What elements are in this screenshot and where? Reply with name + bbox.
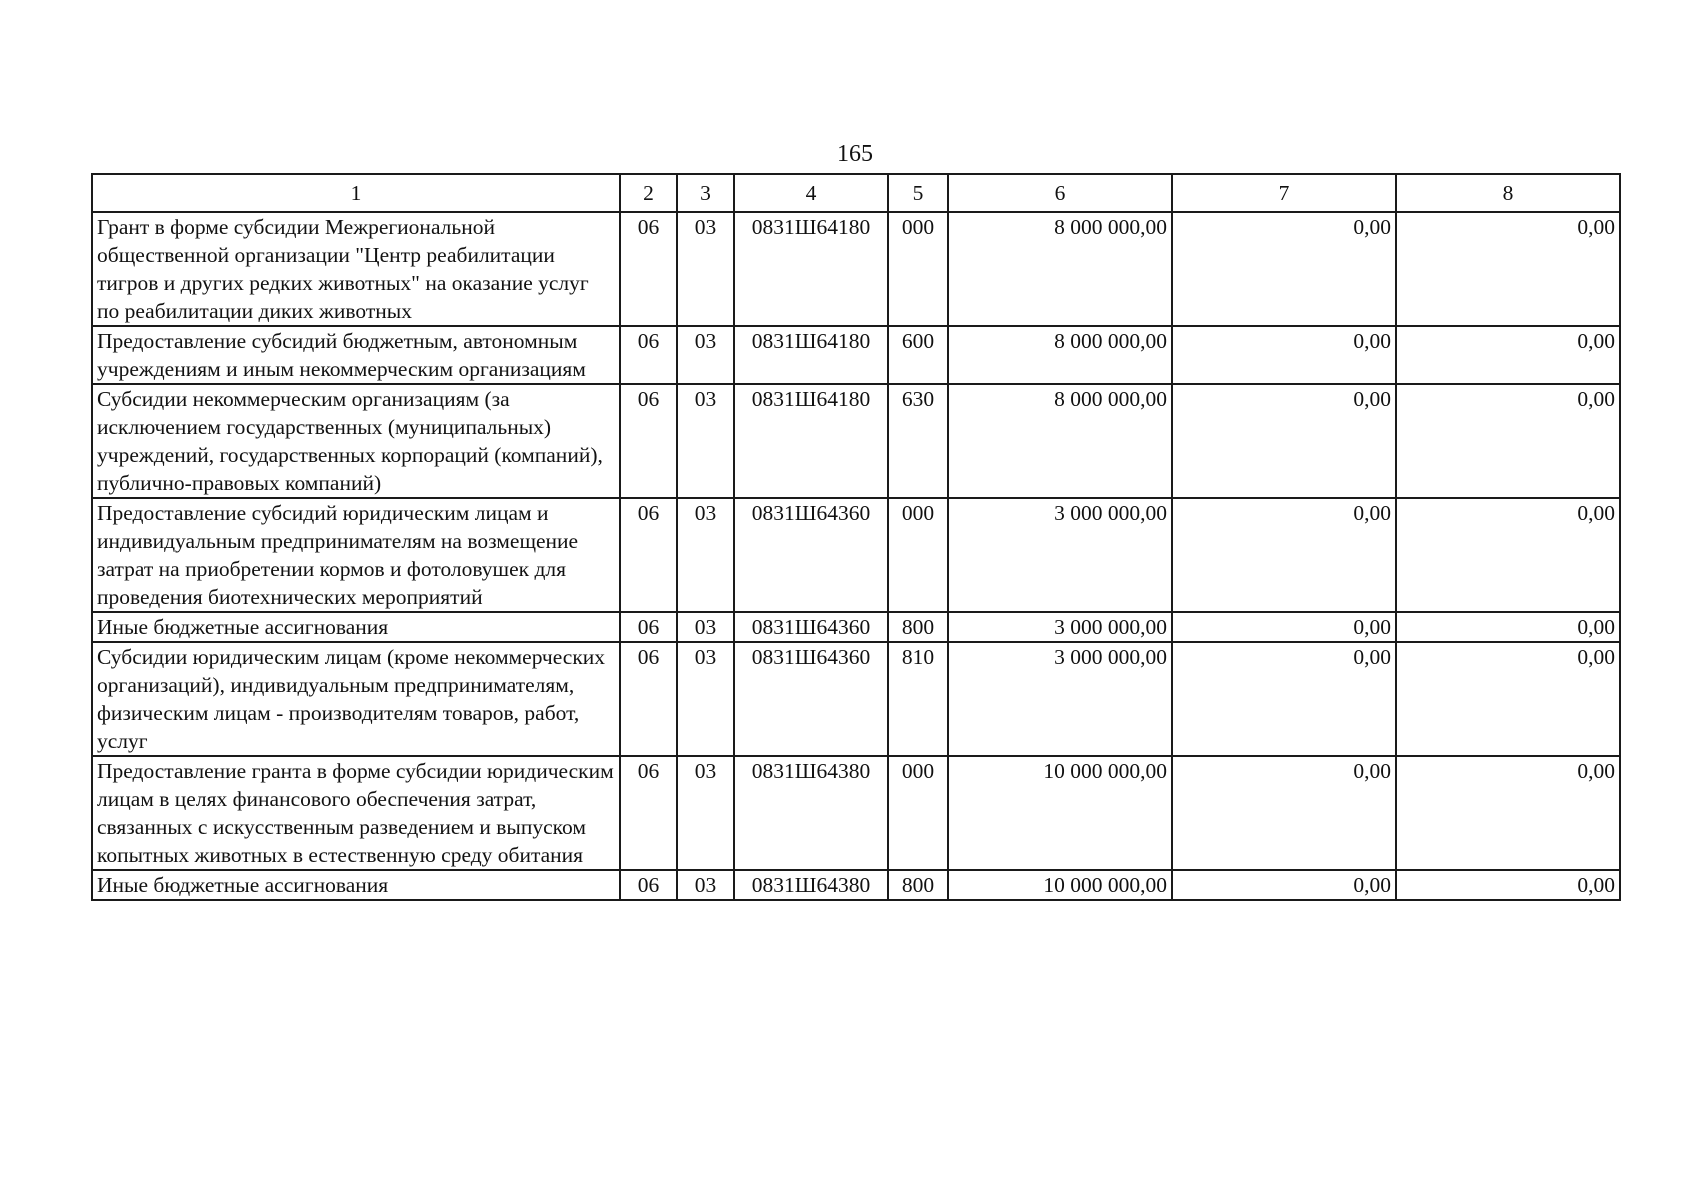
amount-col-8: 0,00 [1396,326,1620,384]
amount-col-6: 8 000 000,00 [948,212,1172,326]
target-article-code: 0831Ш64360 [734,612,888,642]
amount-col-6: 3 000 000,00 [948,612,1172,642]
amount-col-6: 8 000 000,00 [948,384,1172,498]
table-row [92,384,1620,498]
column-header: 7 [1172,174,1396,212]
target-article-code: 0831Ш64180 [734,212,888,326]
expense-type-code: 800 [888,612,948,642]
target-article-code: 0831Ш64380 [734,756,888,870]
amount-col-8: 0,00 [1396,642,1620,756]
subsection-code: 03 [677,384,734,498]
table-row [92,326,1620,384]
table-row [92,498,1620,612]
amount-col-7: 0,00 [1172,870,1396,900]
amount-col-8: 0,00 [1396,612,1620,642]
section-code: 06 [620,870,677,900]
target-article-code: 0831Ш64180 [734,384,888,498]
row-description: Субсидии юридическим лицам (кроме некоммерческих организаций), индивидуальным предпринимателям, физическим лицам - производителям товаров, работ, услуг [92,642,620,756]
subsection-code: 03 [677,642,734,756]
target-article-code: 0831Ш64360 [734,642,888,756]
amount-col-7: 0,00 [1172,642,1396,756]
column-header: 1 [92,174,620,212]
expense-type-code: 000 [888,212,948,326]
subsection-code: 03 [677,756,734,870]
page-number: 165 [837,141,873,167]
target-article-code: 0831Ш64180 [734,326,888,384]
row-description: Иные бюджетные ассигнования [92,612,620,642]
column-header: 4 [734,174,888,212]
amount-col-8: 0,00 [1396,870,1620,900]
table-row [92,642,1620,756]
amount-col-7: 0,00 [1172,612,1396,642]
row-description: Иные бюджетные ассигнования [92,870,620,900]
expense-type-code: 810 [888,642,948,756]
section-code: 06 [620,212,677,326]
amount-col-7: 0,00 [1172,212,1396,326]
row-description: Предоставление субсидий бюджетным, автономным учреждениям и иным некоммерческим организациям [92,326,620,384]
table-row [92,212,1620,326]
amount-col-7: 0,00 [1172,498,1396,612]
subsection-code: 03 [677,612,734,642]
section-code: 06 [620,612,677,642]
amount-col-6: 3 000 000,00 [948,498,1172,612]
section-code: 06 [620,326,677,384]
row-description: Грант в форме субсидии Межрегиональной общественной организации "Центр реабилитации тигров и других редких животных" на оказание услуг по реабилитации диких животных [92,212,620,326]
amount-col-8: 0,00 [1396,212,1620,326]
amount-col-6: 8 000 000,00 [948,326,1172,384]
row-description: Предоставление гранта в форме субсидии юридическим лицам в целях финансового обеспечения затрат, связанных с искусственным разведением и выпуском копытных животных в естественную среду обитания [92,756,620,870]
subsection-code: 03 [677,326,734,384]
expense-type-code: 000 [888,498,948,612]
table-row [92,870,1620,900]
amount-col-8: 0,00 [1396,498,1620,612]
column-header: 6 [948,174,1172,212]
amount-col-8: 0,00 [1396,756,1620,870]
row-description: Субсидии некоммерческим организациям (за исключением государственных (муниципальных) учреждений, государственных корпораций (компаний), публично-правовых компаний) [92,384,620,498]
section-code: 06 [620,498,677,612]
expense-type-code: 600 [888,326,948,384]
amount-col-7: 0,00 [1172,756,1396,870]
subsection-code: 03 [677,212,734,326]
column-header: 3 [677,174,734,212]
row-description: Предоставление субсидий юридическим лицам и индивидуальным предпринимателям на возмещение затрат на приобретении кормов и фотоловушек для проведения биотехнических мероприятий [92,498,620,612]
expense-type-code: 630 [888,384,948,498]
section-code: 06 [620,756,677,870]
column-header: 8 [1396,174,1620,212]
amount-col-6: 3 000 000,00 [948,642,1172,756]
column-header: 5 [888,174,948,212]
amount-col-7: 0,00 [1172,384,1396,498]
budget-table [91,173,1621,901]
table-row [92,756,1620,870]
table-row [92,612,1620,642]
expense-type-code: 800 [888,870,948,900]
expense-type-code: 000 [888,756,948,870]
amount-col-6: 10 000 000,00 [948,756,1172,870]
section-code: 06 [620,642,677,756]
target-article-code: 0831Ш64360 [734,498,888,612]
amount-col-8: 0,00 [1396,384,1620,498]
subsection-code: 03 [677,870,734,900]
subsection-code: 03 [677,498,734,612]
amount-col-6: 10 000 000,00 [948,870,1172,900]
target-article-code: 0831Ш64380 [734,870,888,900]
column-header: 2 [620,174,677,212]
amount-col-7: 0,00 [1172,326,1396,384]
table-header-row [92,174,1620,212]
section-code: 06 [620,384,677,498]
